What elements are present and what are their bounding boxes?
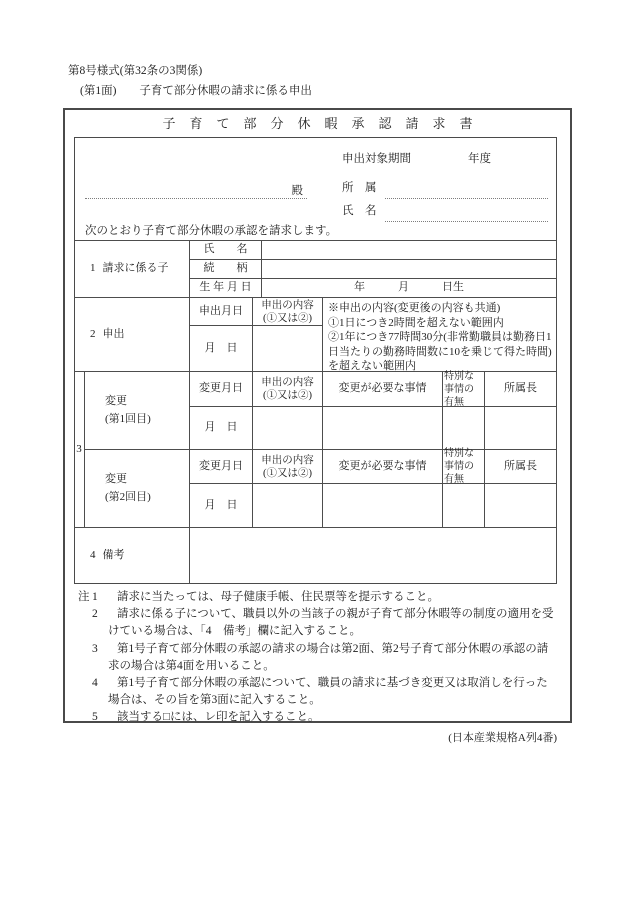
change1-content-header-line2: (①又は②) <box>263 390 312 401</box>
change2-content-header-line1: 申出の内容 <box>261 454 314 466</box>
change2-content-header <box>253 449 323 483</box>
note-item-4 <box>92 675 559 709</box>
note-4-text: 第1号子育て部分休暇の承認について、職員の請求に基づき変更又は取消しを行った場合は、その旨を第3面に記入すること。 <box>108 677 548 707</box>
form-title: 子育て部分休暇承認請求書 <box>162 116 487 131</box>
change1-content-header-line1: 申出の内容 <box>261 377 314 388</box>
change1-label-line2: (第1回目) <box>105 412 151 425</box>
section2-label-cell <box>74 297 190 371</box>
child-birthdate-label: 生 年 月 日 <box>190 278 262 297</box>
name-field[interactable] <box>385 208 548 222</box>
note-2-number: 2 <box>92 608 98 621</box>
change2-approver-input-cell[interactable] <box>485 483 557 527</box>
notes-label: 注 <box>78 591 90 603</box>
notes-block <box>78 589 559 727</box>
page-face-label: (第1面) 子育て部分休暇の請求に係る申出 <box>80 85 312 97</box>
section4-number: 4 <box>90 549 96 562</box>
change2-approver-header: 所属長 <box>485 449 557 483</box>
note-5-number: 5 <box>92 711 98 724</box>
change1-label-cell <box>85 371 190 449</box>
change1-label-line1: 変更 <box>105 395 127 408</box>
note-item-1 <box>92 589 559 606</box>
application-content-input-cell[interactable] <box>253 325 323 371</box>
change1-reason-header: 変更が必要な事情 <box>323 371 443 406</box>
note-item-5 <box>92 709 559 726</box>
change1-special-header: 特別な事情の有無 <box>443 371 485 406</box>
change1-approver-input-cell[interactable] <box>485 406 557 449</box>
affiliation-label: 所 属 <box>342 182 377 194</box>
change1-content-header <box>253 371 323 406</box>
note-1-text: 請求に当たっては、母子健康手帳、住民票等を提示すること。 <box>117 591 439 603</box>
note-4-number: 4 <box>92 677 98 690</box>
change1-content-input-cell[interactable] <box>253 406 323 449</box>
declaration-text: 次のとおり子育て部分休暇の承認を請求します。 <box>85 225 338 237</box>
change2-content-header-line2: (①又は②) <box>263 467 312 479</box>
change2-special-header: 特別な事情の有無 <box>443 449 485 483</box>
application-content-header <box>253 297 323 325</box>
fiscal-year-label: 年度 <box>468 153 491 165</box>
change2-content-input-cell[interactable] <box>253 483 323 527</box>
change2-label-cell <box>85 449 190 527</box>
note-5-text: 該当する□には、レ印を記入すること。 <box>117 711 320 724</box>
section4-label: 備考 <box>102 549 125 562</box>
application-date-header: 申出月日 <box>190 297 253 325</box>
change2-date-input-cell[interactable]: 月 日 <box>190 483 253 527</box>
change1-date-header: 変更月日 <box>190 371 253 406</box>
application-rules-note <box>323 297 557 371</box>
child-birthdate-input-cell[interactable]: 年 月 日生 <box>262 278 557 297</box>
change2-date-header: 変更月日 <box>190 449 253 483</box>
application-content-header-line1: 申出の内容 <box>261 299 314 311</box>
section4-label-cell <box>74 527 190 584</box>
change2-label-line2: (第2回目) <box>105 490 151 503</box>
change2-label-line1: 変更 <box>105 473 127 486</box>
child-name-label: 氏 名 <box>190 240 262 259</box>
section1-number: 1 <box>90 262 96 275</box>
change1-date-input-cell[interactable]: 月 日 <box>190 406 253 449</box>
section2-label: 申出 <box>102 327 125 340</box>
note-item-2 <box>92 606 559 640</box>
addressee-field[interactable] <box>85 184 307 199</box>
jis-paper-size-note: (日本産業規格A列4番) <box>448 732 557 744</box>
form-number: 第8号様式(第32条の3関係) <box>68 65 203 77</box>
note-item-3 <box>92 641 559 675</box>
affiliation-field[interactable] <box>385 185 548 199</box>
section2-number: 2 <box>90 327 96 340</box>
note-1-number: 1 <box>92 591 98 603</box>
period-label: 申出対象期間 <box>342 153 411 165</box>
section1-label-cell <box>74 240 190 297</box>
name-label: 氏 名 <box>342 205 377 217</box>
note-3-number: 3 <box>92 642 98 655</box>
child-relation-label: 続 柄 <box>190 259 262 278</box>
change1-approver-header: 所属長 <box>485 371 557 406</box>
application-content-header-line2: (①又は②) <box>263 312 312 324</box>
change2-reason-header: 変更が必要な事情 <box>323 449 443 483</box>
application-date-input-cell[interactable]: 月 日 <box>190 325 253 371</box>
change1-reason-input-cell[interactable] <box>323 406 443 449</box>
application-rules-line3: ②1年につき77時間30分(非常勤職員は勤務日1日当たりの勤務時間数に10を乗じて得た時間)を超えない範囲内 <box>328 331 552 372</box>
section1-label: 請求に係る子 <box>102 262 169 275</box>
change2-special-input-cell[interactable] <box>443 483 485 527</box>
addressee-suffix-label: 殿 <box>291 185 303 197</box>
remarks-input-cell[interactable] <box>190 527 557 584</box>
application-rules-line1: ※申出の内容(変更後の内容も共通) <box>328 302 501 314</box>
section3-number-cell: 3 <box>74 371 85 527</box>
change2-reason-input-cell[interactable] <box>323 483 443 527</box>
change1-special-input-cell[interactable] <box>443 406 485 449</box>
application-rules-line2: ①1日につき2時間を超えない範囲内 <box>328 316 504 329</box>
note-2-text: 請求に係る子について、職員以外の当該子の親が子育て部分休暇等の制度の適用を受けている場合は、「4 備考」欄に記入すること。 <box>108 608 554 638</box>
note-3-text: 第1号子育て部分休暇の承認の請求の場合は第2面、第2号子育て部分休暇の承認の請求の場合は第4面を用いること。 <box>108 642 549 672</box>
child-name-input-cell[interactable] <box>262 240 557 259</box>
child-relation-input-cell[interactable] <box>262 259 557 278</box>
